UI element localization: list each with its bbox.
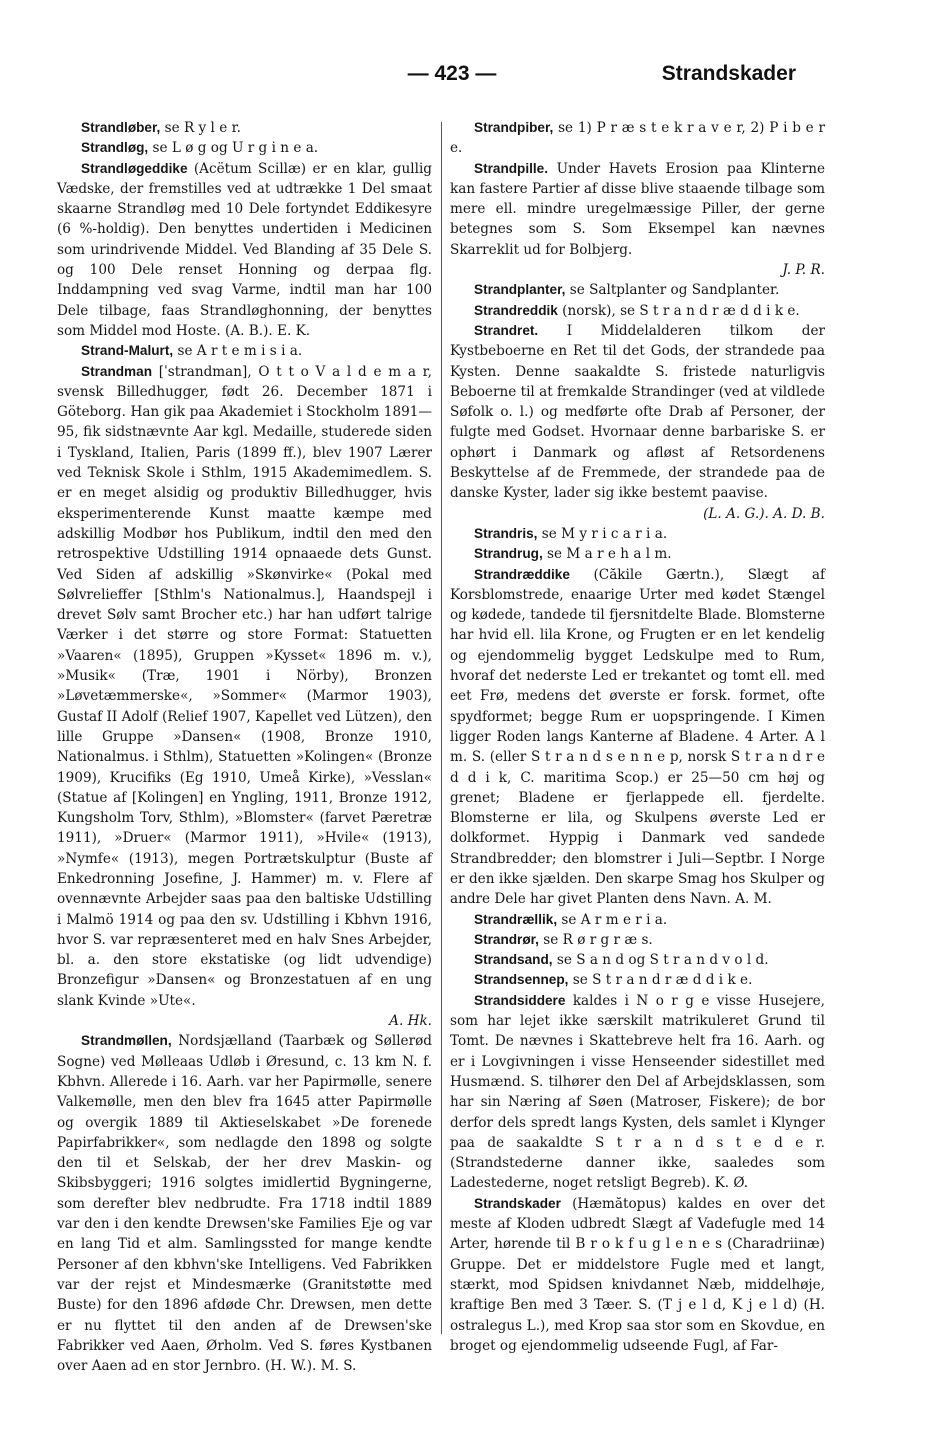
dictionary-entry <box>450 970 825 990</box>
entry-text: se R ø r g r æ s. <box>538 931 653 948</box>
entry-signature: (L. A. G.). A. D. B. <box>703 505 825 522</box>
entry-text: se S t r a n d r æ d d i k e. <box>568 972 753 989</box>
dictionary-entry <box>450 565 825 910</box>
dictionary-entry <box>57 138 432 158</box>
entry-headword: Strandløber, <box>81 120 161 135</box>
dictionary-entry <box>57 362 432 1012</box>
dictionary-entry <box>450 910 825 930</box>
entry-text: se L ø g og U r g i n e a. <box>148 140 319 157</box>
entry-text: se Saltplanter og Sandplanter. <box>565 282 780 299</box>
dictionary-entry <box>450 524 825 544</box>
dictionary-entry <box>57 1031 432 1376</box>
entry-text: kaldes i N o r g e visse Husejere, som har lejet ikke særskilt matrikuleret Grund til Tomt. De nævnes i Skattebreve helt fra 16. Aarh. og er i Lovgivningen i visse Henseender sidestillet med Husmænd. S. tilhører den Del af Arbejdsklassen, som har sin Næring af Søen (Matroser, Fiskere); de bor derfor dels spredt langs Kysten, dels samlet i Klynger paa de saakaldte S t r a n d s t e d e r. (Strandstederne danner ikke, saaledes som Ladestederne, noget retsligt Begreb). K. Ø. <box>450 992 825 1192</box>
dictionary-entry <box>450 280 825 300</box>
dictionary-entry <box>450 1194 825 1356</box>
entry-text: Nordsjælland (Taarbæk og Søllerød Sogne) ved Mølleaas Udløb i Øresund, c. 13 km N. f. Kbhvn. Allerede i 16. Aarh. var her Papirmølle, senere Valkemølle, men den blev fra 1645 atter Papirmølle og overgik 1889 til Aktieselskabet »De forenede Papirfabrikker«, som nedlagde den 1898 og solgte den til et Selskab, der her drev Maskin- og Skibsbyggeri; 1916 solgtes imidlertid Bygningerne, som derefter blev nedbrudte. Fra 1718 indtil 1889 var den i den kendte Drewsen'ske Families Eje og var en lang Tid et alm. Samlingssted for mange kendte Personer af den kbhvn'ske Intelligens. Ved Fabrikken var der rejst et Mindesmærke (Granitstøtte med Buste) for den 1896 afdøde Chr. Drewsen, men dette er nu flyttet til den anden af de Drewsen'ske Fabrikker ved Aaen, Ørholm. Ved S. føres Kystbanen over Aaen ad en stor Jernbro. (H. W.). M. S. <box>57 1033 432 1375</box>
right-column <box>450 118 825 1354</box>
entry-text: I Middelalderen tilkom der Kystbeboerne en Ret til det Gods, der strandede paa Kysten. Denne saakaldte S. fristede naturligvis Beboerne til at fremkalde Strandinger (ved at vildlede Søfolk o. l.) og medførte ofte Drab af Personer, der fulgte med Godset. Hvornaar denne barbariske S. er ophørt i Danmark og afløst af Retsordenens Beskyttelse af de Fremmede, der strandede paa de danske Kyster, lader sig ikke bestemt paavise. <box>450 322 825 502</box>
entry-headword: Strandpille. <box>474 160 549 176</box>
entry-headword: Strandrør, <box>474 931 539 947</box>
dictionary-entry <box>450 544 825 564</box>
dictionary-entry <box>450 118 825 159</box>
entry-headword: Strand-Malurt, <box>81 343 174 359</box>
entry-headword: Strandskader <box>474 1195 561 1211</box>
entry-text: (Căkile Gærtn.), Slægt af Korsblomstrede, enaarige Urter med kødet Stængel og kødede, tandede til fjersnitdelte Blade. Blomsterne har hvid ell. lila Krone, og Frugten er en let kendelig og ejendommelig bygget Ledskulpe med to Rum, hvoraf det nederste Led er trekantet og tomt ell. med eet Frø, medens det øverste er forsk. formet, ofte spydformet; begge Rum er uopspringende. I Kimen ligger Roden langs Kanterne af Bladene. 4 Arter. A l m. S. (eller S t r a n d s e n n e p, norsk S t r a n d r e d d i k, C. maritima Scop.) er 25—50 cm høj og grenet; Bladene er fjerlappede ell. fjerdelte. Blomsterne er lila, og Skulpens øverste Led er dolkformet. Hyppig i Danmark ved sandede Strandbredder; den blomstrer i Juli—Septbr. I Norge er den ikke sjælden. Den skarpe Smag hos Skulper og andre Dele har givet Planten dens Navn. A. M. <box>450 566 825 908</box>
dictionary-entry <box>450 991 825 1194</box>
dictionary-entry <box>57 341 432 361</box>
entry-text: se M a r e h a l m. <box>542 546 672 563</box>
page-header <box>0 62 936 96</box>
entry-headword: Strandmøllen, <box>81 1033 172 1049</box>
entry-text: (Acëtum Scillæ) er en klar, gullig Vædske, der fremstilles ved at udtrække 1 Del smaat skaarne Strandløg med 10 Dele fortyndet Eddikesyre (6 %-holdig). Den benyttes undertiden i Medicinen som urindrivende Middel. Ved Blanding af 35 Dele S. og 100 Dele renset Honning og derpaa flg. Inddampning ved svag Varme, indtil man har 100 Dele tilbage, faas Strandløghonning, der benyttes som Middel mod Hoste. (A. B.). E. K. <box>57 160 432 339</box>
entry-headword: Strandret. <box>474 322 539 338</box>
entry-headword: Strandløg, <box>81 140 149 156</box>
dictionary-entry <box>57 159 432 342</box>
left-column <box>57 118 432 1375</box>
dictionary-entry <box>450 930 825 950</box>
entry-text: se M y r i c a r i a. <box>537 525 668 542</box>
page-number: — 423 — <box>407 62 497 85</box>
entry-headword: Strandreddik <box>474 302 558 318</box>
running-head: Strandskader <box>661 62 796 85</box>
dictionary-entry <box>57 118 432 138</box>
entry-text: se S a n d og S t r a n d v o l d. <box>552 952 769 969</box>
entry-headword: Strandrællik, <box>474 911 558 927</box>
dictionary-entry <box>450 159 825 260</box>
entry-headword: Strandræddike <box>474 566 570 582</box>
entry-headword: Strandsiddere <box>474 992 566 1008</box>
entry-headword: Strandsennep, <box>474 972 569 988</box>
entry-headword: Strandpiber, <box>474 120 554 135</box>
entry-text: Under Havets Erosion paa Klinterne kan fastere Partier af disse blive staaende tilbage som mere ell. mindre uregelmæssige Piller, der gerne betegnes som S. Som Eksempel kan nævnes Skarreklit ud for Bolbjerg. <box>450 160 825 258</box>
entry-text: (Hæmătopus) kaldes en over det meste af Kloden udbredt Slægt af Vadefugle med 14 Arter, hørende til B r o k f u g l e n e s (Charadriinæ) Gruppe. Det er middelstore Fugle med et langt, stærkt, mod Spidsen knivdannet Næb, middelhøje, kraftige Ben med 3 Tæer. S. (T j e l d, K j e l d) (H. ostralegus L.), med Krop saa stor som en Skovdue, en broget og ejendommelig udseende Fugl, af Far- <box>450 1195 825 1354</box>
entry-text: [ˈstrandman], O t t o V a l d e m a r, svensk Billedhugger, født 26. December 1871 i Göteborg. Han gik paa Akademiet i Stockholm 1891—95, fik sidstnævnte Aar kgl. Medaille, studerede siden i Tyskland, Italien, Paris (1899 ff.), blev 1907 Lærer ved Teknisk Skole i Sthlm, 1915 Akademimedlem. S. er en meget alsidig og produktiv Billedhugger, hvis eksperimenterende Kunst maatte kæmpe med adskillig Modbør hos Publikum, indtil den med den retrospektive Udstilling 1914 opnaaede dets Gunst. Ved Siden af adskillig »Skønvirke« (Pokal med Sølvrelieffer [Sthlm's Nationalmus.], Haandspejl i drevet Sølv samt Brocher etc.) har han udført talrige Værker i det større og store Format: Statuetten »Vaaren« (1895), Gruppen »Kysset« 1896 m. v.), »Musik« (Træ, 1901 i Nörby), Bronzen »Løvetæmmerske«, »Sommer« (Marmor 1903), Gustaf II Adolf (Relief 1907, Kapellet ved Lützen), den lille Gruppe »Dansen« (1908, Bronze 1910, Nationalmus. i Sthlm), Statuetten »Kolingen« (Bronze 1909), Krucifiks (Eg 1910, Umeå Kirke), »Vesslan« (Statue af [Kolingen] en Yngling, 1911, Bronze 1912, Kungsholm Torv, Sthlm), »Blomster« (farvet Pæretræ 1911), »Druer« (Marmor 1911), »Hvile« (1913), »Nymfe« (1913), megen Portrætskulptur (Buste af Enkedronning Josefine, J. Hammer) m. v. Flere af ovennævnte Arbejder saas paa den baltiske Udstilling i Malmö 1914 og paa den sv. Udstilling i Kbhvn 1916, hvor S. var repræsenteret med en halv Snes Arbejder, bl. a. den store ekstatiske (og lidt udvendige) Bronzefigur »Dansen« og Bronzestatuen af en ung slank Kvinde »Ute«. <box>57 363 432 1009</box>
entry-text: se 1) P r æ s t e k r a v e r, 2) P i b e r e. <box>450 120 825 157</box>
entry-text: se A r t e m i s i a. <box>173 343 303 360</box>
entry-signature: A. Hk. <box>389 1013 432 1030</box>
entry-headword: Strandrug, <box>474 546 543 562</box>
entry-headword: Strandris, <box>474 525 538 541</box>
entry-text: se A r m e r i a. <box>557 911 668 928</box>
entry-signature: J. P. R. <box>782 262 825 279</box>
entry-headword: Strandplanter, <box>474 282 566 298</box>
entry-headword: Strandsand, <box>474 952 553 968</box>
entry-text: (norsk), se S t r a n d r æ d d i k e. <box>557 302 800 319</box>
entry-headword: Strandman <box>81 363 153 379</box>
column-divider <box>441 122 442 1334</box>
dictionary-entry <box>450 321 825 504</box>
entry-headword: Strandløgeddike <box>81 160 188 176</box>
dictionary-entry <box>450 950 825 970</box>
dictionary-entry <box>450 301 825 321</box>
entry-text: se R y l e r. <box>160 120 241 136</box>
